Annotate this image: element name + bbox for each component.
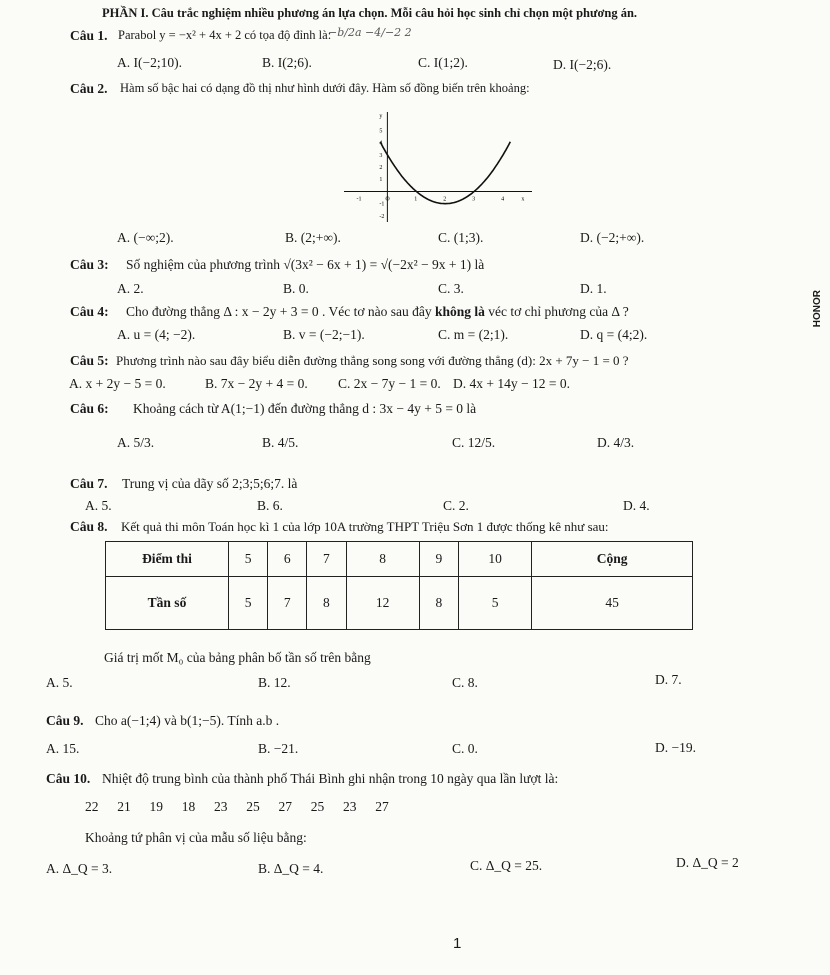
question-7-option-c: C. 2. bbox=[443, 498, 469, 513]
x-tick-label: 2 bbox=[443, 196, 447, 203]
question-10-option-c: C. Δ_Q = 25. bbox=[470, 858, 543, 873]
question-3-option-c: C. 3. bbox=[438, 281, 464, 296]
table-cell: Cộng bbox=[532, 542, 693, 577]
question-5-option-a: A. x + 2y − 5 = 0. bbox=[69, 376, 166, 391]
question-9-option-a: A. 15. bbox=[46, 741, 80, 756]
question-10-subtext: Khoảng tứ phân vị của mẫu số liệu bằng: bbox=[85, 830, 307, 845]
x-tick-label: -1 bbox=[356, 196, 362, 203]
question-1-option-d: D. I(−2;6). bbox=[553, 57, 612, 72]
question-4-option-a: A. u = (4; −2). bbox=[117, 327, 196, 342]
table-cell: 10 bbox=[459, 542, 532, 577]
question-8-text: Kết quả thi môn Toán học kì 1 của lớp 10A trường THPT Triệu Sơn 1 được thống kê như sau: bbox=[121, 519, 609, 534]
question-5-option-d: D. 4x + 14y − 12 = 0. bbox=[453, 376, 570, 391]
x-tick-label: O bbox=[385, 196, 390, 203]
question-2-label: Câu 2. bbox=[70, 81, 108, 96]
x-tick-label: 1 bbox=[414, 196, 418, 203]
question-4-option-c: C. m = (2;1). bbox=[438, 327, 509, 342]
table-cell: 5 bbox=[459, 577, 532, 630]
y-tick-label: y bbox=[379, 113, 383, 120]
question-1-option-c: C. I(1;2). bbox=[418, 55, 468, 70]
y-tick-label: 4 bbox=[379, 140, 383, 147]
question-3-text: Số nghiệm của phương trình √(3x² − 6x + 1) = √(−2x² − 9x + 1) là bbox=[126, 257, 485, 272]
question-6-option-d: D. 4/3. bbox=[597, 435, 635, 450]
question-9-text: Cho a(−1;4) và b(1;−5). Tính a.b . bbox=[95, 713, 280, 728]
question-7-option-a: A. 5. bbox=[85, 498, 112, 513]
question-10-option-b: B. Δ_Q = 4. bbox=[258, 861, 324, 876]
parabola-curve bbox=[380, 142, 510, 204]
table-header-cell: Tần số bbox=[106, 577, 229, 630]
question-6-option-a: A. 5/3. bbox=[117, 435, 155, 450]
x-tick-label: 3 bbox=[472, 196, 476, 203]
question-10-option-d: D. Δ_Q = 2 bbox=[676, 855, 739, 870]
parabola-graph bbox=[338, 108, 538, 226]
question-10-option-a: A. Δ_Q = 3. bbox=[46, 861, 113, 876]
table-cell: 5 bbox=[229, 577, 268, 630]
question-9-option-b: B. −21. bbox=[258, 741, 299, 756]
question-1-option-a: A. I(−2;10). bbox=[117, 55, 182, 70]
question-3-option-a: A. 2. bbox=[117, 281, 144, 296]
question-2-option-a: A. (−∞;2). bbox=[117, 230, 174, 245]
question-8-subtext: Giá trị mốt M₀ của bảng phân bố tần số trên bằng bbox=[104, 650, 371, 665]
graph-axes bbox=[344, 112, 532, 222]
question-7-label: Câu 7. bbox=[70, 476, 108, 491]
question-1-label: Câu 1. bbox=[70, 28, 108, 43]
question-7-option-d: D. 4. bbox=[623, 498, 650, 513]
question-2-text: Hàm số bậc hai có dạng đồ thị như hình dưới đây. Hàm số đồng biến trên khoảng: bbox=[120, 81, 530, 95]
table-cell: 8 bbox=[346, 542, 419, 577]
x-tick-label: 4 bbox=[501, 196, 505, 203]
table-row bbox=[106, 577, 693, 630]
table-cell: 8 bbox=[307, 577, 346, 630]
section-header: PHẦN I. Câu trắc nghiệm nhiều phương án lựa chọn. Mỗi câu hỏi học sinh chỉ chọn một phương án. bbox=[102, 6, 638, 20]
question-8-option-b: B. 12. bbox=[258, 675, 291, 690]
table-header-cell: Điểm thi bbox=[106, 542, 229, 577]
question-4-option-d: D. q = (4;2). bbox=[580, 327, 648, 342]
table-cell: 7 bbox=[268, 577, 307, 630]
question-6-text: Khoảng cách từ A(1;−1) đến đường thẳng d : 3x − 4y + 5 = 0 là bbox=[133, 401, 477, 416]
question-5-label: Câu 5: bbox=[70, 353, 109, 368]
y-tick-label: 5 bbox=[379, 128, 383, 135]
question-5-option-c: C. 2x − 7y − 1 = 0. bbox=[338, 376, 441, 391]
question-1-option-b: B. I(2;6). bbox=[262, 55, 312, 70]
y-tick-label: 3 bbox=[379, 152, 383, 159]
question-2-option-d: D. (−2;+∞). bbox=[580, 230, 645, 245]
y-tick-label: 1 bbox=[379, 177, 383, 184]
question-6-option-c: C. 12/5. bbox=[452, 435, 496, 450]
y-tick-label: 2 bbox=[379, 165, 383, 171]
question-1-text: Parabol y = −x² + 4x + 2 có tọa độ đỉnh là: bbox=[118, 28, 332, 42]
question-2-option-b: B. (2;+∞). bbox=[285, 230, 341, 245]
question-4-text-a: Cho đường thẳng Δ : x − 2y + 3 = 0 . Véc tơ nào sau đây bbox=[126, 304, 432, 319]
question-8-option-d: D. 7. bbox=[655, 672, 682, 687]
y-tick-label: -1 bbox=[379, 201, 385, 208]
table-cell: 6 bbox=[268, 542, 307, 577]
question-4-label: Câu 4: bbox=[70, 304, 109, 319]
question-4-emphasis: không là bbox=[434, 304, 485, 319]
question-3-option-d: D. 1. bbox=[580, 281, 607, 296]
question-7-option-b: B. 6. bbox=[257, 498, 283, 513]
question-8-option-c: C. 8. bbox=[452, 675, 478, 690]
frequency-table bbox=[105, 541, 693, 630]
question-6-label: Câu 6: bbox=[70, 401, 109, 416]
question-10-text: Nhiệt độ trung bình của thành phố Thái Bình ghi nhận trong 10 ngày qua lần lượt là: bbox=[102, 771, 559, 786]
x-tick-label: x bbox=[521, 196, 525, 203]
table-row bbox=[106, 542, 693, 577]
y-tick-label: -2 bbox=[379, 213, 385, 220]
question-10-label: Câu 10. bbox=[46, 771, 91, 786]
question-9-label: Câu 9. bbox=[46, 713, 84, 728]
question-3-label: Câu 3: bbox=[70, 257, 109, 272]
question-4-option-b: B. v = (−2;−1). bbox=[283, 327, 365, 342]
question-8-label: Câu 8. bbox=[70, 519, 108, 534]
table-cell: 8 bbox=[419, 577, 458, 630]
table-cell: 7 bbox=[307, 542, 346, 577]
table-cell: 9 bbox=[419, 542, 458, 577]
question-2-option-c: C. (1;3). bbox=[438, 230, 484, 245]
question-9-option-c: C. 0. bbox=[452, 741, 478, 756]
question-6-option-b: B. 4/5. bbox=[262, 435, 299, 450]
table-cell: 5 bbox=[229, 542, 268, 577]
question-3-option-b: B. 0. bbox=[283, 281, 309, 296]
question-4-text bbox=[126, 304, 629, 320]
table-cell: 12 bbox=[346, 577, 419, 630]
page-number: 1 bbox=[453, 935, 462, 952]
question-9-option-d: D. −19. bbox=[655, 740, 696, 755]
question-5-text: Phương trình nào sau đây biểu diễn đường thẳng song song với đường thẳng (d): 2x + 7y − 1 = 0 ? bbox=[116, 353, 629, 368]
question-4-text-c: véc tơ chỉ phương của Δ ? bbox=[488, 304, 629, 319]
table-cell: 45 bbox=[532, 577, 693, 630]
question-5-option-b: B. 7x − 2y + 4 = 0. bbox=[205, 376, 308, 391]
question-10-data: 22 21 19 18 23 25 27 25 23 27 bbox=[85, 799, 389, 814]
question-8-option-a: A. 5. bbox=[46, 675, 73, 690]
side-mark: HONOR bbox=[812, 290, 823, 328]
question-7-text: Trung vị của dãy số 2;3;5;6;7. là bbox=[122, 476, 298, 491]
question-1-scribble: −b/2a −4/−2 2 bbox=[328, 26, 412, 39]
